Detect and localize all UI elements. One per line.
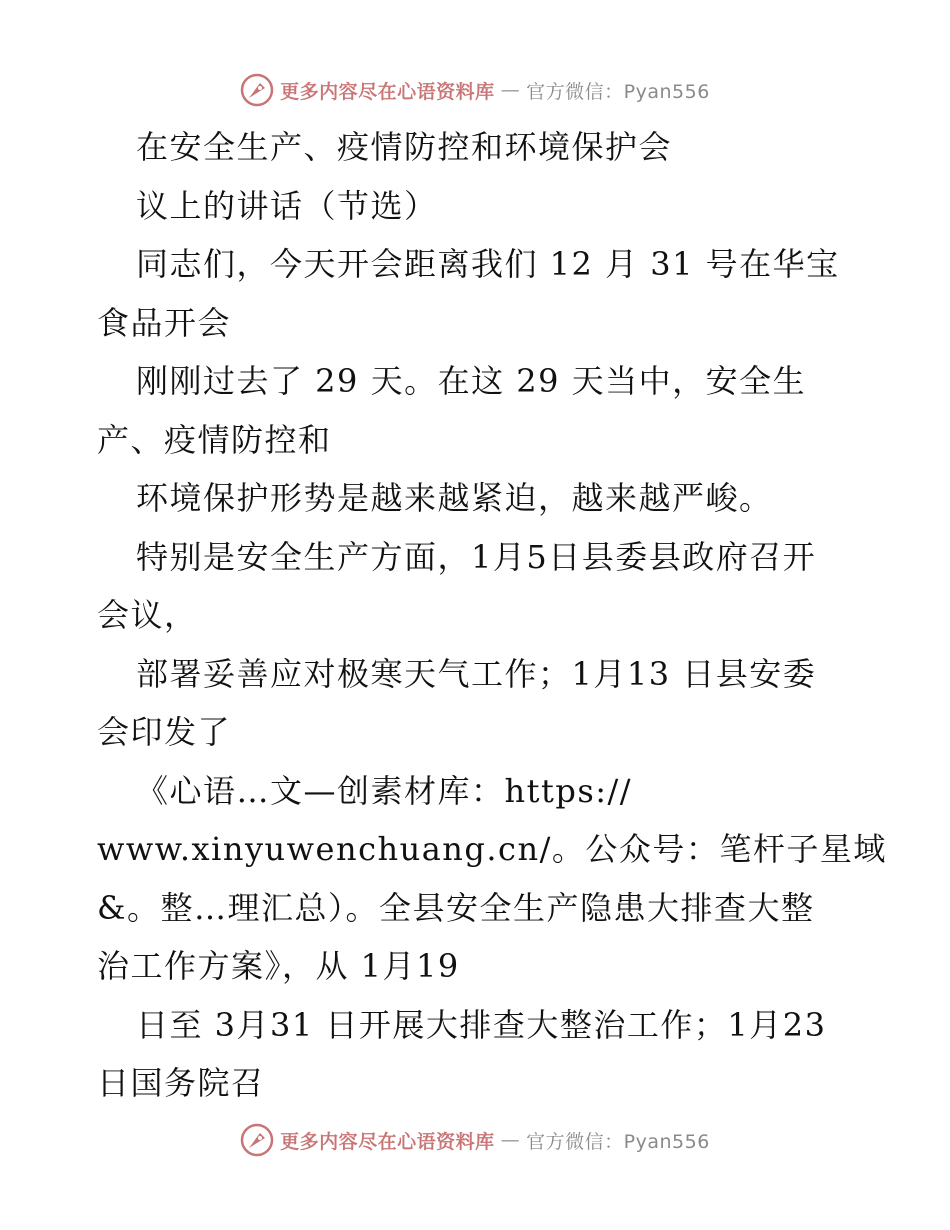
watermark-separator: —: [500, 79, 521, 101]
text-line: 部署妥善应对极寒天气工作；1月13 日县安委: [136, 654, 817, 693]
text-line: 议上的讲话（节选）: [136, 186, 438, 225]
text-line: 环境保护形势是越来越紧迫，越来越严峻。: [136, 479, 773, 517]
text-line: 《心语…文—创素材库：https://: [136, 771, 633, 810]
watermark-contact: 官方微信：Pyan556: [526, 1130, 710, 1153]
pen-nib-logo-icon: [240, 1123, 274, 1157]
header-watermark: [0, 70, 950, 110]
text-line: 在安全生产、疫情防控和环境保护会: [136, 128, 673, 166]
watermark-text: 更多内容尽在心语资料库: [280, 1130, 495, 1153]
footer-watermark: [0, 1120, 950, 1160]
watermark-text: 更多内容尽在心语资料库: [280, 80, 495, 103]
text-line: www.xinyuwenchuang.cn/。公众号：笔杆子星域: [97, 830, 887, 868]
text-line: 日国务院召: [97, 1064, 265, 1102]
watermark-separator: —: [500, 1129, 521, 1151]
watermark-contact: 官方微信：Pyan556: [526, 80, 710, 103]
text-line: 食品开会: [97, 303, 232, 342]
document-body: [97, 118, 887, 1113]
text-line: &。整…理汇总）。全县安全生产隐患大排查大整: [97, 888, 815, 927]
pen-nib-logo-icon: [240, 73, 274, 107]
text-line: 特别是安全生产方面，1月5日县委县政府召开: [136, 537, 817, 576]
text-line: 同志们，今天开会距离我们 12 月 31 号在华宝: [136, 245, 840, 283]
text-line: 治工作方案》，从 1月19: [97, 947, 460, 985]
text-line: 会议，: [97, 596, 198, 634]
text-line: 刚刚过去了 29 天。在这 29 天当中，安全生: [136, 362, 807, 400]
text-line: 会印发了: [97, 713, 232, 751]
text-line: 产、疫情防控和: [97, 420, 332, 459]
text-line: 日至 3月31 日开展大排查大整治工作；1月23: [136, 1005, 827, 1044]
